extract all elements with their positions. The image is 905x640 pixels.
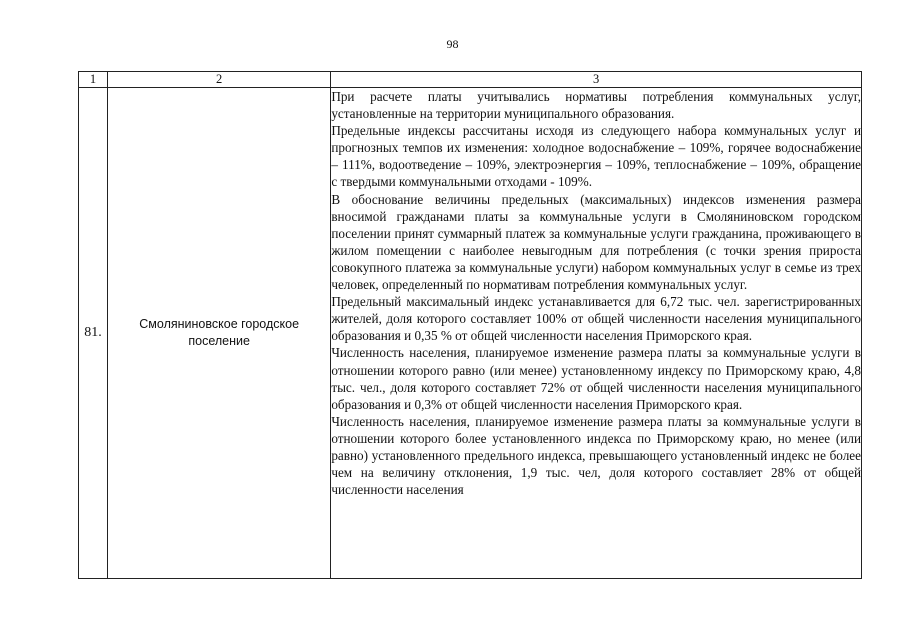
description-cell: [331, 88, 862, 579]
municipality-name: Смоляниновское городское поселение: [108, 88, 331, 579]
row-number: 81.: [79, 88, 108, 579]
paragraph-max-index: Предельный максимальный индекс устанавливается для 6,72 тыс. чел. зарегистрированных жителей, доля которого составляет 100% от общей численности населения муниципального образования и 0,35 % от общей численности населения Приморского края.: [331, 294, 861, 344]
paragraph-standards: При расчете платы учитывались нормативы потребления коммунальных услуг, установленные на территории муниципального образования.: [331, 89, 861, 122]
document-table: [78, 71, 862, 579]
paragraph-indices: Предельные индексы рассчитаны исходя из следующего набора коммунальных услуг и прогнозных темпов их изменения: холодное водоснабжение – 109%, горячее водоснабжение – 111%, водоотведение – 109%, электроэнергия – 109%, теплоснабжение – 109%, обращение с твердыми коммунальными отходами - 109%.: [331, 123, 861, 190]
paragraph-population-above: Численность населения, планируемое изменение размера платы за коммунальные услуги в отношении которого более установленного индекса по Приморскому краю, но менее (или равно) установленного предельного индекса, превышающего установленный индекс не более чем на величину отклонения, 1,9 тыс. чел, доля которого составляет 28% от общей численности населения: [331, 413, 861, 498]
column-header-3: 3: [331, 72, 862, 88]
column-header-2: 2: [108, 72, 331, 88]
page-number: 98: [446, 37, 459, 51]
table-row: [79, 88, 862, 579]
paragraph-population-equal: Численность населения, планируемое изменение размера платы за коммунальные услуги в отношении которого равно (или менее) установленному индексу по Приморскому краю, 4,8 тыс. чел., доля которого составляет 72% от общей численности населения муниципального образования и 0,3% от общей численности населения Приморского края.: [331, 345, 861, 412]
column-header-1: 1: [79, 72, 108, 88]
paragraph-justification: В обоснование величины предельных (максимальных) индексов изменения размера вносимой гражданами платы за коммунальные услуги в Смоляниновском городском поселении принят суммарный платеж за коммунальные услуги гражданина, проживающего в жилом помещении с наиболее невыгодным для потребления (с точки зрения прироста совокупного платежа за коммунальные услуги) набором коммунальных услуг в семье из трех человек, определенный по нормативам потребления коммунальных услуг.: [331, 191, 861, 293]
table-header-row: [79, 72, 862, 88]
